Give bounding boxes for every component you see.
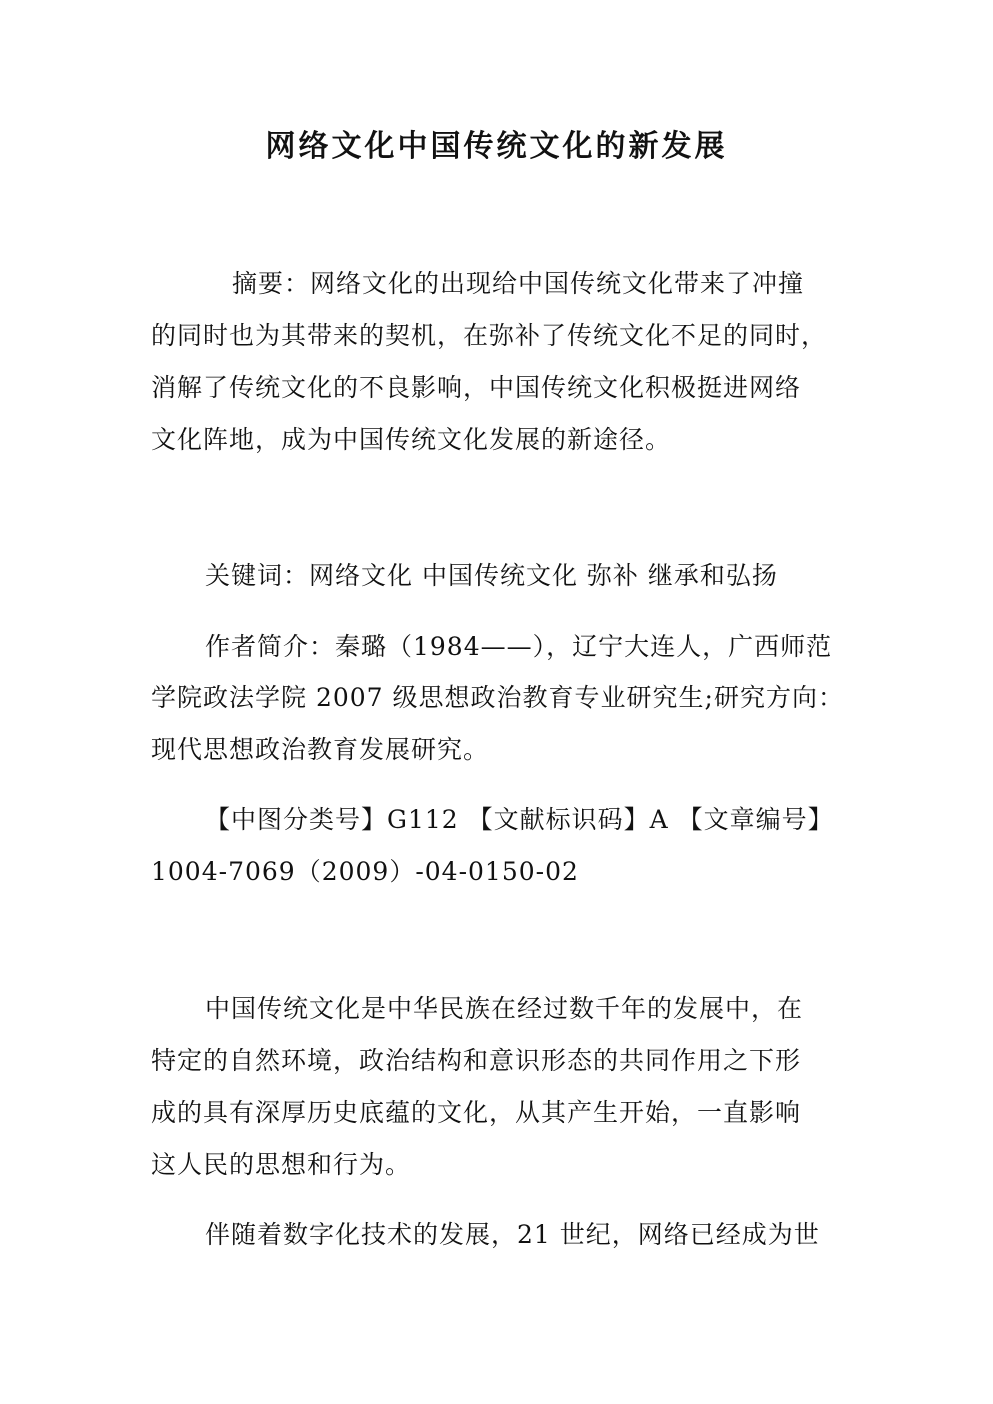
abstract-line-4: 文化阵地，成为中国传统文化发展的新途径。 xyxy=(151,425,672,454)
body-paragraph-1-line-2: 特定的自然环境，政治结构和意识形态的共同作用之下形 xyxy=(151,1046,802,1075)
keywords-line: 关键词：网络文化 中国传统文化 弥补 继承和弘扬 xyxy=(205,561,778,590)
abstract-line-3: 消解了传统文化的不良影响，中国传统文化积极挺进网络 xyxy=(151,373,802,402)
author-line-2: 学院政法学院 2007 级思想政治教育专业研究生;研究方向： xyxy=(151,683,844,712)
author-line-3: 现代思想政治教育发展研究。 xyxy=(151,735,490,764)
abstract-line-1: 摘要：网络文化的出现给中国传统文化带来了冲撞 xyxy=(232,269,805,298)
body-paragraph-2-line-1: 伴随着数字化技术的发展，21 世纪，网络已经成为世 xyxy=(205,1220,820,1249)
body-paragraph-1-line-1: 中国传统文化是中华民族在经过数千年的发展中，在 xyxy=(205,994,804,1023)
body-paragraph-1-line-3: 成的具有深厚历史底蕴的文化，从其产生开始，一直影响 xyxy=(151,1098,802,1127)
classification-line-1: 【中图分类号】G112 【文献标识码】A 【文章编号】 xyxy=(205,805,834,834)
document-title: 网络文化中国传统文化的新发展 xyxy=(265,129,728,164)
author-line-1: 作者简介：秦璐（1984——），辽宁大连人，广西师范 xyxy=(205,632,833,661)
classification-line-2: 1004-7069（2009）-04-0150-02 xyxy=(151,857,579,886)
abstract-line-2: 的同时也为其带来的契机，在弥补了传统文化不足的同时， xyxy=(151,321,828,350)
body-paragraph-1-line-4: 这人民的思想和行为。 xyxy=(151,1150,412,1179)
